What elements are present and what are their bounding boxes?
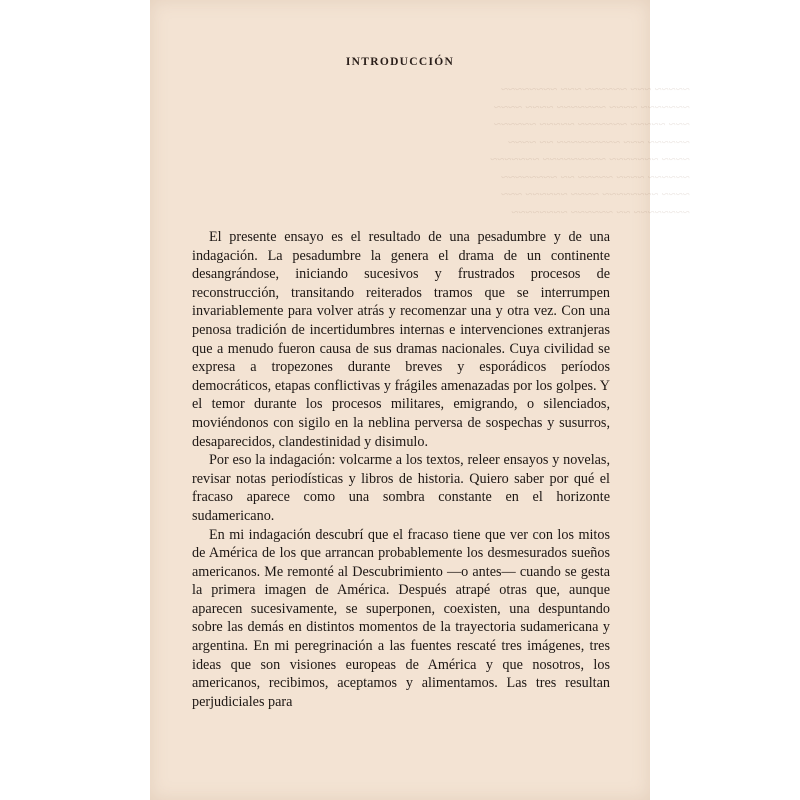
paragraph: El presente ensayo es el resultado de una pesadumbre y de una indagación. La pesadumbre la genera el drama de un continente desangrándose, iniciando sucesivos y frustrados procesos de reconstrucción, transitando reiterados tramos que se interrumpen invariablemente para volver atrás y recomenzar una y otra vez. Con una penosa tradición de incertidumbres internas e intervenciones extranjeras que a menudo fueron causa de sus dramas nacionales. Cuya civilidad se expresa a tropezones durante breves y esporádicos períodos democráticos, etapas conflictivas y frágiles amenazadas por los golpes. Y el temor durante los procesos militares, emigrando, o silenciados, moviéndonos con sigilo en la neblina perversa de sospechas y susurros, desaparecidos, clandestinidad y disimulo. [192, 229, 610, 450]
bleed-through-text: ~~~~~ ~~~ ~~~~~~ ~~~ ~~~~~~~~ ~~~~~~~ ~~~~ ~~~~~~~ ~~~~ ~~~~ ~~~ ~~~~~ ~~~~~~~ ~~~~~ ~~~~~~ ~~~~~~ ~~~ ~~~~~~~~~ ~~ ~~~~ ~~~~ ~~~~~~~ ~~~~~~~~~ ~~~~~~~ ~~~~~~ ~~~~ ~~~~~ ~~ ~~~~~~~~ ~~~~ ~~~~~~~~ ~~~~ ~~~~~~ ~~~ ~~~~~~~~ ~~ ~~~~~~ ~~~~~~~~ [490, 81, 690, 219]
paragraph: En mi indagación descubrí que el fracaso tiene que ver con los mitos de América de los que arrancan probablemente los desmesurados sueños americanos. Me remonté al Descubrimiento —o antes— cuando se gesta la primera imagen de América. Después atrapé otras que, aunque aparecen sucesivamente, se superponen, coexisten, una despuntando sobre las demás en distintos momentos de la trayectoria sudamericana y argentina. En mi peregrinación a las fuentes rescaté tres imágenes, tres ideas que son visiones europeas de América y que nosotros, los americanos, recibimos, aceptamos y alimentamos. Las tres resultan perjudiciales para [192, 526, 610, 710]
page-title: INTRODUCCIÓN [345, 56, 455, 68]
body-text [192, 228, 610, 711]
book-page [150, 0, 690, 800]
paragraph: Por eso la indagación: volcarme a los textos, releer ensayos y novelas, revisar notas periodísticas y libros de historia. Quiero saber por qué el fracaso aparece como una sombra constante en el horizonte sudamericano. [192, 452, 610, 524]
